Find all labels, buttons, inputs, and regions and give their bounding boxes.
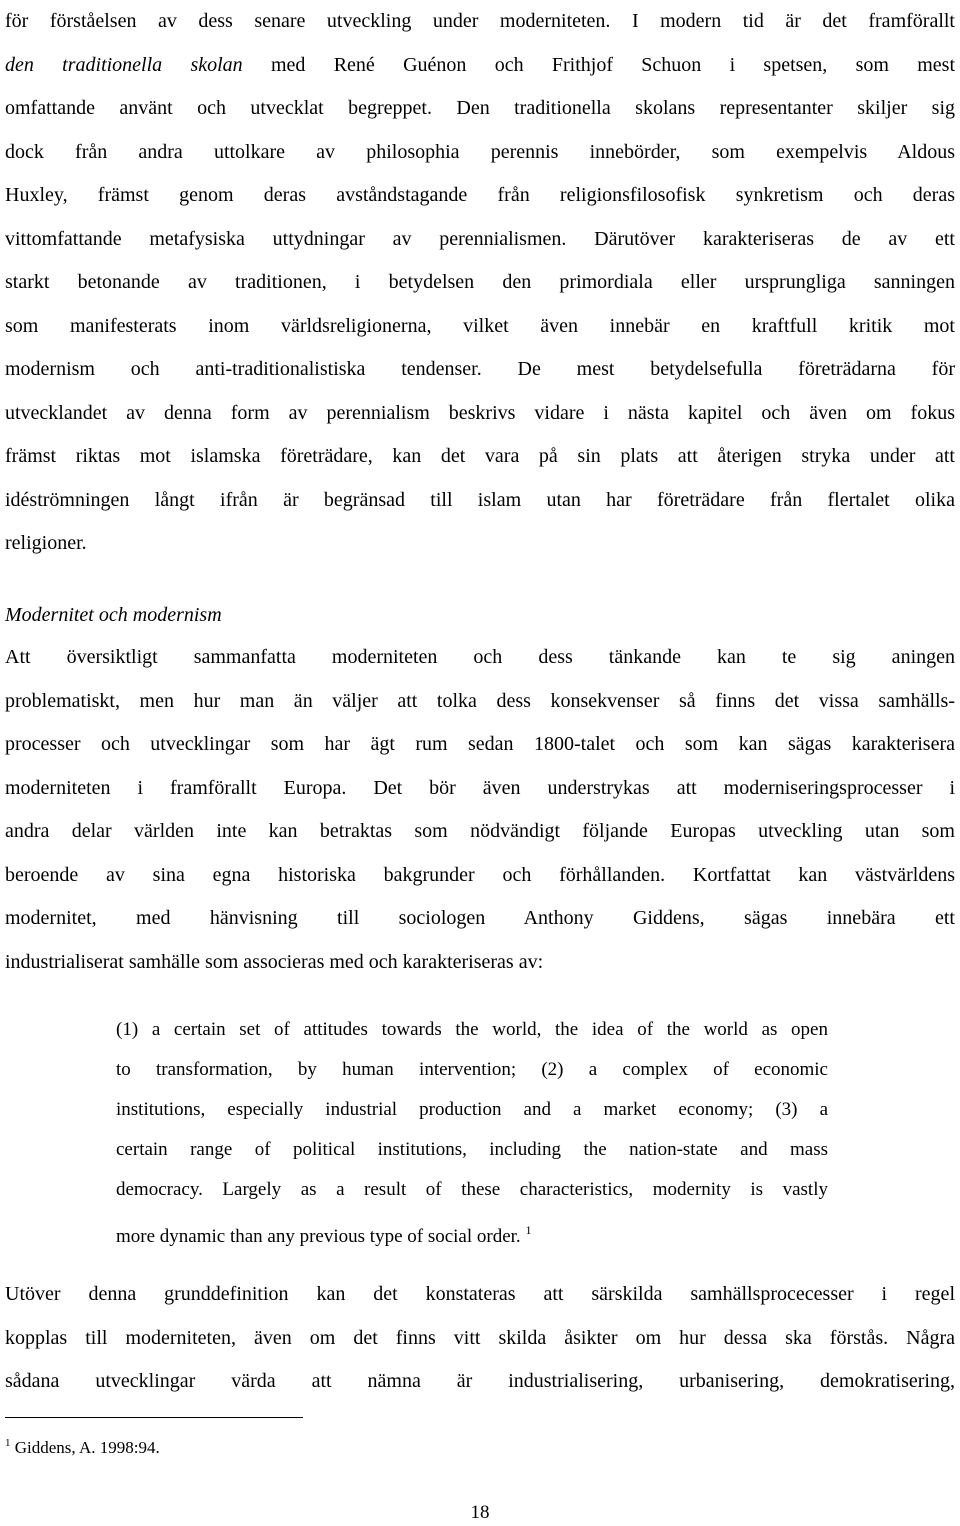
- text-line: omfattande använt och utvecklat begreppet. Den traditionella skolans representanter skiljer sig: [5, 97, 955, 119]
- footnote-reference[interactable]: 1: [525, 1223, 532, 1237]
- footnote-text: Giddens, A. 1998:94.: [10, 1438, 160, 1457]
- text-line: dock från andra uttolkare av philosophia perennis innebörder, som exempelvis Aldous: [5, 140, 955, 163]
- quote-text: more dynamic than any previous type of social order.: [116, 1226, 521, 1247]
- quote-line: institutions, especially industrial production and a market economy; (3) a: [116, 1099, 828, 1120]
- text-line: processer och utvecklingar som har ägt rum sedan 1800-talet och som kan sägas karakterisera: [5, 733, 955, 755]
- text-line: Utöver denna grunddefinition kan det konstateras att särskilda samhällsprocecesser i regel: [5, 1283, 955, 1305]
- quote-line: [116, 1210, 828, 1250]
- footnote: [5, 1430, 160, 1461]
- quote-line: certain range of political institutions, including the nation-state and mass: [116, 1139, 828, 1160]
- quote-line: (1) a certain set of attitudes towards the world, the idea of the world as open: [116, 1019, 828, 1040]
- paragraph-1: [5, 0, 955, 566]
- text-line: idéströmningen långt ifrån är begränsad till islam utan har företrädare från flertalet olika: [5, 488, 955, 511]
- text-line: industrialiserat samhälle som associeras med och karakteriseras av:: [5, 950, 544, 973]
- footnote-separator: [5, 1417, 303, 1418]
- text-line: beroende av sina egna historiska bakgrunder och förhållanden. Kortfattat kan västvärldens: [5, 863, 955, 886]
- text-line: som manifesterats inom världsreligionerna, vilket även innebär en kraftfull kritik mot: [5, 314, 955, 337]
- text-line: [5, 44, 955, 88]
- text-line: problematiskt, men hur man än väljer att tolka dess konsekvenser så finns det vissa samhälls-: [5, 689, 955, 712]
- text-fragment: med René Guénon och Frithjof Schuon i spetsen, som mest: [242, 53, 956, 76]
- quote-line: to transformation, by human intervention; (2) a complex of economic: [116, 1059, 828, 1080]
- text-line: Huxley, främst genom deras avståndstagande från religionsfilosofisk synkretism och deras: [5, 184, 955, 206]
- paragraph-2: [5, 636, 955, 984]
- text-line: andra delar världen inte kan betraktas som nödvändigt följande Europas utveckling utan som: [5, 820, 955, 842]
- text-line: moderniteten i framförallt Europa. Det bör även understrykas att moderniseringsprocesser i: [5, 776, 955, 799]
- text-line: kopplas till moderniteten, även om det finns vitt skilda åsikter om hur dessa ska förstås. Några: [5, 1326, 955, 1349]
- text-line: starkt betonande av traditionen, i betydelsen den primordiala eller ursprungliga sanningen: [5, 271, 955, 293]
- text-line: främst riktas mot islamska företrädare, kan det vara på sin plats att återigen stryka under att: [5, 445, 955, 467]
- text-line: modernism och anti-traditionalistiska tendenser. De mest betydelsefulla företrädarna för: [5, 358, 955, 380]
- section-heading: Modernitet och modernism: [5, 604, 222, 626]
- block-quote: [116, 1010, 828, 1250]
- text-line: vittomfattande metafysiska uttydningar av perennialismen. Därutöver karakteriseras de av ett: [5, 227, 955, 250]
- text-line: Att översiktligt sammanfatta moderniteten och dess tänkande kan te sig aningen: [5, 646, 955, 668]
- quote-line: democracy. Largely as a result of these characteristics, modernity is vastly: [116, 1179, 828, 1200]
- text-line: religioner.: [5, 532, 87, 554]
- text-line: utvecklandet av denna form av perennialism beskrivs vidare i nästa kapitel och även om fokus: [5, 401, 955, 424]
- paragraph-3: [5, 1273, 955, 1404]
- page-number: 18: [470, 1502, 490, 1523]
- text-line: sådana utvecklingar värda att nämna är industrialisering, urbanisering, demokratisering,: [5, 1370, 955, 1392]
- text-line: modernitet, med hänvisning till sociologen Anthony Giddens, sägas innebära ett: [5, 907, 955, 929]
- italic-term: den traditionella skolan: [5, 53, 243, 76]
- text-line: för förståelsen av dess senare utveckling under moderniteten. I modern tid är det framförallt: [5, 10, 955, 32]
- footnote-mark: 1: [5, 1437, 11, 1449]
